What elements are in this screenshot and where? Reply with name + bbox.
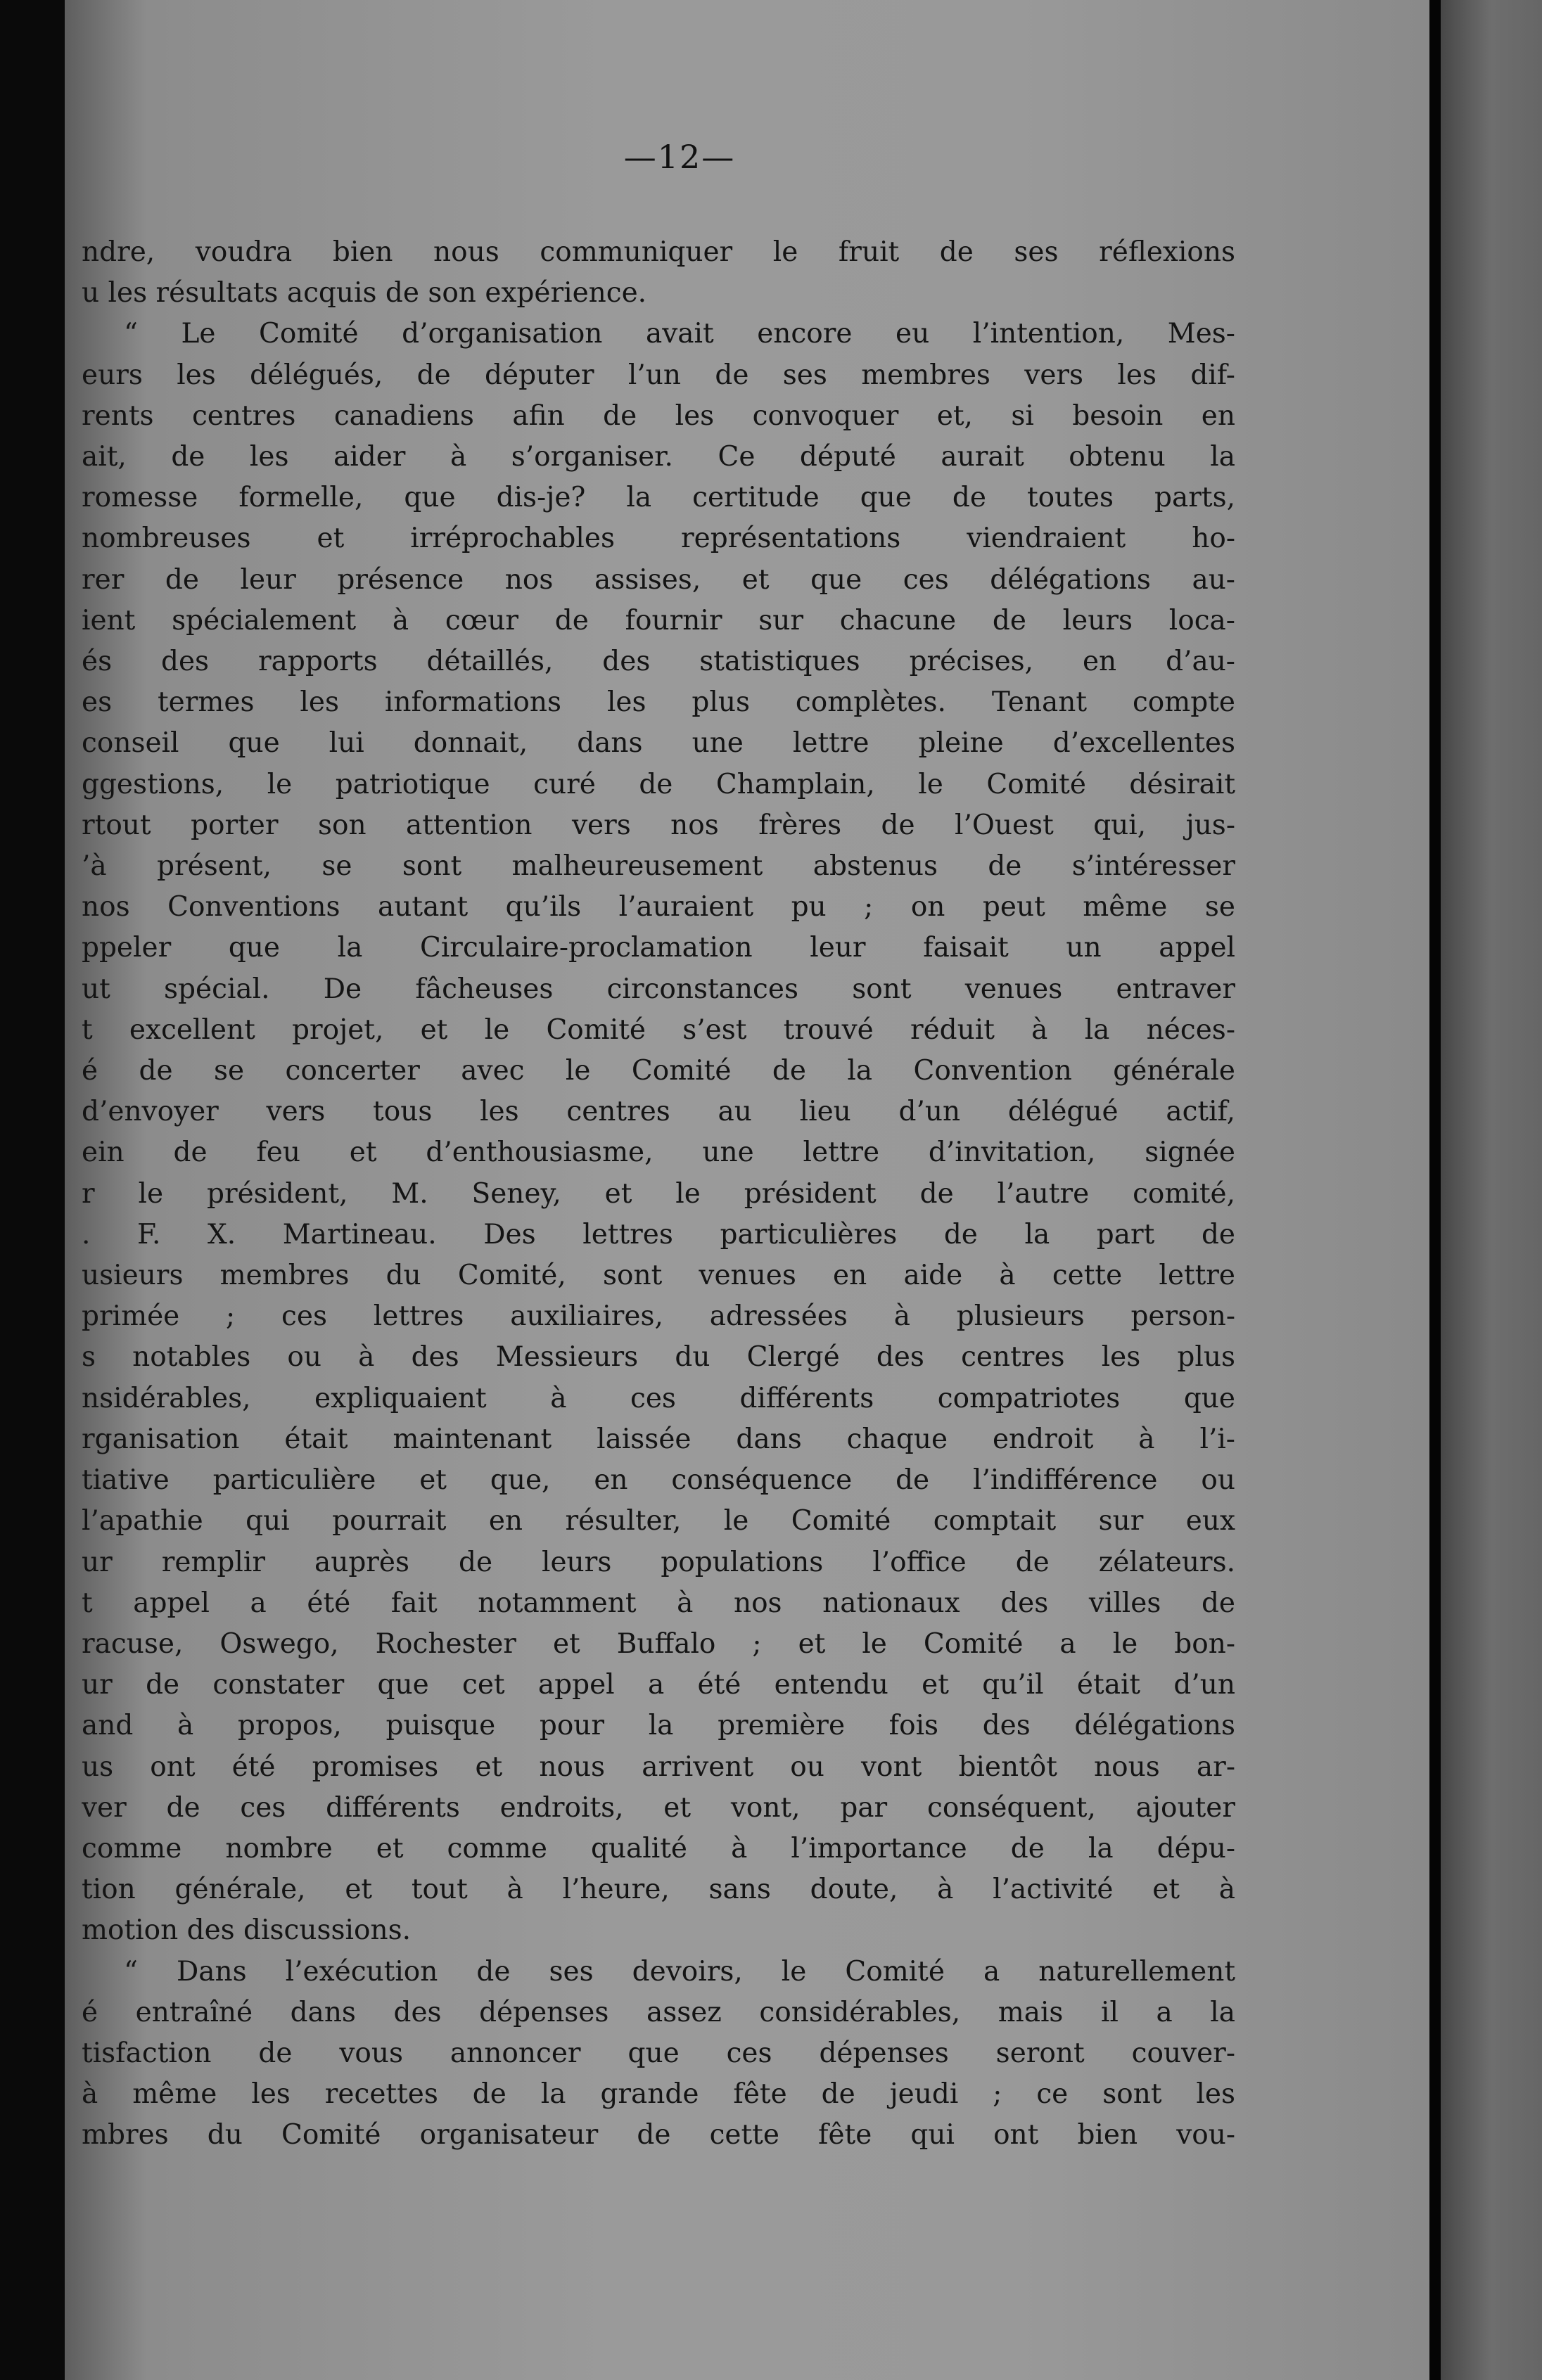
text-line: motion des discussions. xyxy=(82,1914,411,1947)
text-line: à même les recettes de la grande fête de jeudi ; ce sont les xyxy=(82,2078,1235,2111)
text-line: r le président, M. Seney, et le président de l’autre comité, xyxy=(82,1177,1235,1210)
text-line: comme nombre et comme qualité à l’importance de la dépu- xyxy=(82,1832,1235,1864)
body-text xyxy=(82,232,1235,2156)
text-line: l’apathie qui pourrait en résulter, le Comité comptait sur eux xyxy=(82,1505,1235,1537)
text-line: ait, de les aider à s’organiser. Ce député aurait obtenu la xyxy=(82,441,1235,473)
text-line: es termes les informations les plus complètes. Tenant compte xyxy=(82,686,1235,719)
text-line: “ Dans l’exécution de ses devoirs, le Comité a naturellement xyxy=(124,1955,1235,1988)
text-line: s notables ou à des Messieurs du Clergé des centres les plus xyxy=(82,1341,1235,1374)
text-line: tion générale, et tout à l’heure, sans doute, à l’activité et à xyxy=(82,1874,1235,1906)
text-line: and à propos, puisque pour la première fois des délégations xyxy=(82,1710,1235,1742)
page-number: —12— xyxy=(623,138,736,176)
text-line: ur remplir auprès de leurs populations l’office de zélateurs. xyxy=(82,1546,1235,1578)
adjacent-page-edge xyxy=(1441,0,1542,2380)
text-line: nos Conventions autant qu’ils l’auraient pu ; on peut même se xyxy=(82,891,1235,923)
text-line: “ Le Comité d’organisation avait encore eu l’intention, Mes- xyxy=(124,318,1235,350)
text-line: racuse, Oswego, Rochester et Buffalo ; et le Comité a le bon- xyxy=(82,1627,1235,1660)
text-line: és des rapports détaillés, des statistiques précises, en d’au- xyxy=(82,646,1235,678)
text-line: ut spécial. De fâcheuses circonstances sont venues entraver xyxy=(82,973,1235,1005)
text-line: ein de feu et d’enthousiasme, une lettre d’invitation, signée xyxy=(82,1137,1235,1169)
text-line: tiative particulière et que, en conséquence de l’indifférence ou xyxy=(82,1464,1235,1497)
book-gutter xyxy=(1429,0,1441,2380)
text-line: usieurs membres du Comité, sont venues en aide à cette lettre xyxy=(82,1260,1235,1292)
text-line: ient spécialement à cœur de fournir sur chacune de leurs loca- xyxy=(82,604,1235,636)
text-line: . F. X. Martineau. Des lettres particulières de la part de xyxy=(82,1218,1235,1250)
text-line: t appel a été fait notamment à nos nationaux des villes de xyxy=(82,1587,1235,1619)
text-line: ’à présent, se sont malheureusement abstenus de s’intéresser xyxy=(82,850,1235,883)
text-line: mbres du Comité organisateur de cette fête qui ont bien vou- xyxy=(82,2119,1235,2151)
text-line: é entraîné dans des dépenses assez considérables, mais il a la xyxy=(82,1996,1235,2028)
text-line: ppeler que la Circulaire-proclamation leur faisait un appel xyxy=(82,932,1235,964)
text-line: primée ; ces lettres auxiliaires, adressées à plusieurs person- xyxy=(82,1300,1235,1333)
text-line: rents centres canadiens afin de les convoquer et, si besoin en xyxy=(82,399,1235,432)
text-line: ur de constater que cet appel a été entendu et qu’il était d’un xyxy=(82,1669,1235,1701)
text-line: nsidérables, expliquaient à ces différents compatriotes que xyxy=(82,1382,1235,1414)
text-line: ver de ces différents endroits, et vont, par conséquent, ajouter xyxy=(82,1791,1235,1824)
text-line: tisfaction de vous annoncer que ces dépenses seront couver- xyxy=(82,2037,1235,2069)
text-line: ndre, voudra bien nous communiquer le fruit de ses réflexions xyxy=(82,236,1235,268)
text-line: rganisation était maintenant laissée dans chaque endroit à l’i- xyxy=(82,1423,1235,1455)
text-line: u les résultats acquis de son expérience. xyxy=(82,277,647,309)
text-line: d’envoyer vers tous les centres au lieu d’un délégué actif, xyxy=(82,1096,1235,1128)
text-line: é de se concerter avec le Comité de la Convention générale xyxy=(82,1055,1235,1087)
text-line: t excellent projet, et le Comité s’est trouvé réduit à la néces- xyxy=(82,1013,1235,1046)
text-line: romesse formelle, que dis-je? la certitude que de toutes parts, xyxy=(82,482,1235,514)
text-line: rer de leur présence nos assises, et que ces délégations au- xyxy=(82,563,1235,596)
text-line: rtout porter son attention vers nos frères de l’Ouest qui, jus- xyxy=(82,809,1235,841)
text-line: us ont été promises et nous arrivent ou vont bientôt nous ar- xyxy=(82,1751,1235,1783)
book-page xyxy=(65,0,1429,2380)
text-line: eurs les délégués, de députer l’un de ses membres vers les dif- xyxy=(82,359,1235,391)
text-line: ggestions, le patriotique curé de Champlain, le Comité désirait xyxy=(82,768,1235,800)
text-line: conseil que lui donnait, dans une lettre pleine d’excellentes xyxy=(82,727,1235,760)
text-line: nombreuses et irréprochables représentations viendraient ho- xyxy=(82,523,1235,555)
